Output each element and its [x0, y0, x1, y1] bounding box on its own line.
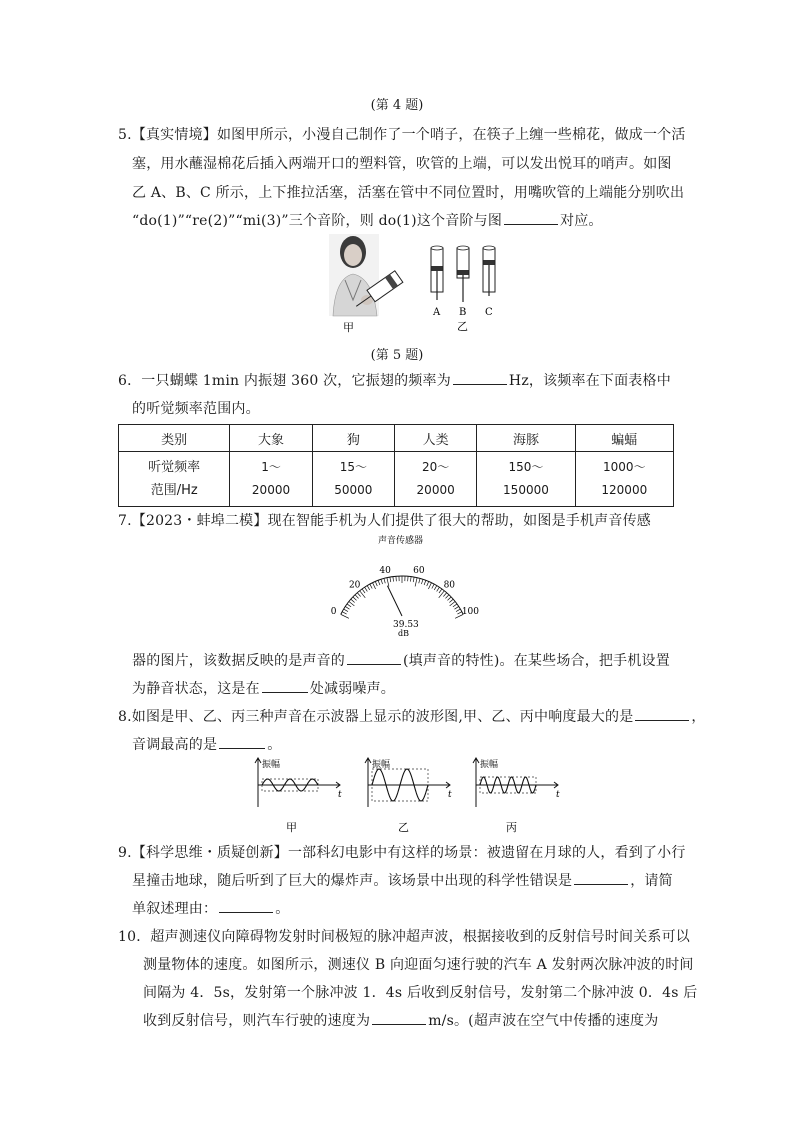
q6-line1 — [118, 370, 671, 390]
q8-text1b: ， — [691, 709, 706, 725]
meter-tick — [455, 606, 459, 609]
tick-label-0: 0 — [330, 606, 337, 617]
meter-tick — [355, 595, 358, 599]
tick-label-20: 20 — [348, 580, 361, 591]
q9-blank-1[interactable] — [574, 872, 628, 885]
axis-label-amplitude: 振幅 — [262, 760, 281, 770]
q7-blank-2[interactable] — [262, 680, 308, 693]
tube-label-b: B — [459, 307, 467, 318]
q10-line4 — [143, 1010, 658, 1030]
table-header: 大象 — [230, 425, 312, 452]
q8-line2 — [132, 734, 281, 754]
meter-tick — [381, 579, 383, 584]
q6-text1b: Hz，该频率在下面表格中 — [508, 373, 671, 389]
girl-photo — [329, 234, 379, 316]
table-header: 海豚 — [477, 425, 575, 452]
meter-tick — [393, 577, 394, 582]
meter-tick — [365, 587, 368, 591]
meter-tick — [375, 581, 377, 586]
q5-text4b: 对应。 — [560, 213, 603, 229]
q6-answer-blank[interactable] — [453, 372, 507, 385]
hearing-range-table — [118, 424, 674, 507]
table-cell: 150～ 150000 — [477, 452, 575, 507]
table-cell: 20～ 20000 — [394, 452, 476, 507]
table-cell: 1～ 20000 — [230, 452, 312, 507]
meter-tick — [347, 604, 351, 607]
q9-tag: 【科学思维・质疑创新】 — [131, 845, 288, 861]
label-yi: 乙 — [457, 320, 468, 333]
meter-tick — [421, 579, 423, 584]
tube-label-a: A — [433, 307, 441, 318]
meter-tick — [373, 583, 376, 589]
meter-tick — [357, 593, 360, 597]
table-header: 蝙蝠 — [575, 425, 673, 452]
q9-line1 — [118, 842, 686, 862]
meter-tick — [341, 614, 349, 618]
q9-text1b: 一部科幻电影中有这样的场景：被遗留在月球的人，看到了小行 — [287, 845, 686, 861]
meter-tick — [344, 609, 348, 612]
meter-tick — [427, 581, 429, 586]
q8-text1a: 8.如图是甲、乙、丙三种声音在示波器上显示的波形图,甲、乙、丙中响度最大的是 — [118, 709, 634, 725]
tube-label-c: C — [485, 307, 493, 318]
meter-tick — [384, 578, 385, 583]
tube-c — [483, 246, 495, 296]
q5-answer-blank[interactable] — [504, 212, 558, 225]
meter-tick — [456, 609, 460, 612]
meter-tick — [413, 577, 414, 582]
waveform-jia — [255, 758, 342, 807]
q5-number: 5. — [118, 127, 132, 143]
meter-tick — [342, 612, 346, 614]
q7-text2b: (填声音的特性)。在某些场合，把手机设置 — [403, 653, 670, 669]
meter-tick-labels — [331, 566, 480, 617]
axis-label-amplitude: 振幅 — [372, 760, 391, 770]
q9-text2b: ，请简 — [630, 873, 673, 889]
meter-tick — [390, 577, 391, 582]
meter-tick — [437, 587, 440, 591]
meter-tick — [415, 578, 417, 587]
tube-a — [431, 246, 443, 300]
meter-tick — [428, 583, 431, 589]
q9-text3b: 。 — [275, 901, 290, 917]
meter-tick — [419, 578, 420, 583]
table-header: 狗 — [312, 425, 394, 452]
q9-text3a: 单叙述理由： — [132, 901, 218, 917]
table-row — [119, 452, 674, 507]
q5-line2: 塞，用水蘸湿棉花后插入两端开口的塑料管，吹管的上端，可以发出悦耳的哨声。如图 — [132, 156, 672, 172]
q7-text3a: 为静音状态，这是在 — [132, 681, 260, 697]
label-jia: 甲 — [343, 321, 354, 334]
q6-text1a: 6．一只蝴蝶 1min 内振翅 360 次，它振翅的频率为 — [118, 373, 451, 389]
axis-label-amplitude: 振幅 — [480, 760, 499, 770]
q5-caption: (第 5 题) — [370, 348, 424, 363]
q6-line2: 的听觉频率范围内。 — [132, 401, 260, 417]
axis-label-time: t — [556, 790, 560, 800]
meter-tick — [362, 589, 365, 593]
q4-caption: (第 4 题) — [370, 98, 424, 113]
tick-label-80: 80 — [443, 580, 456, 591]
q9-line2 — [132, 870, 673, 890]
tube-b — [457, 246, 469, 302]
q5-text4a: “do(1)”“re(2)”“mi(3)”三个音阶，则 do(1)这个音阶与图 — [132, 213, 503, 229]
q10-text4a: 收到反射信号，则汽车行驶的速度为 — [143, 1013, 371, 1029]
q9-line3 — [132, 898, 289, 918]
q8-text2b: 。 — [267, 737, 282, 753]
q8-blank-1[interactable] — [635, 708, 689, 721]
table-cell: 15～ 50000 — [312, 452, 394, 507]
meter-unit: dB — [398, 629, 409, 638]
meter-tick — [351, 599, 355, 602]
meter-tick — [349, 602, 354, 606]
q9-number: 9. — [118, 845, 132, 861]
q5-line3: 乙 A、B、C 所示，上下推拉活塞，活塞在管中不同位置时，用嘴吹管的上端能分别吹出 — [132, 185, 685, 201]
table-header: 类别 — [119, 425, 230, 452]
meter-tick — [432, 584, 434, 588]
meter-tick — [345, 606, 349, 609]
q7-text2a: 器的图片，该数据反映的是声音的 — [132, 653, 345, 669]
meter-tick — [449, 599, 453, 602]
q8-text2a: 音调最高的是 — [132, 737, 218, 753]
row-label-1: 听觉频率 — [148, 460, 201, 475]
q10-answer-blank[interactable] — [372, 1012, 426, 1025]
q10-line2: 测量物体的速度。如图所示，测速仪 B 向迎面匀速行驶的汽车 A 发射两次脉冲波的时间 — [143, 957, 694, 973]
waveform-yi — [365, 758, 452, 807]
meter-tick — [443, 593, 446, 597]
waveform-bing — [473, 758, 560, 807]
wave-label-bing: 丙 — [506, 821, 517, 834]
q9-blank-2[interactable] — [219, 900, 273, 913]
tick-label-60: 60 — [413, 565, 425, 576]
meter-title: 声音传感器 — [378, 536, 424, 546]
meter-tick — [387, 578, 389, 587]
q5-figure — [315, 230, 515, 334]
meter-tick — [445, 595, 448, 599]
meter-tick — [410, 577, 411, 582]
q7-line1: 7.【2023・蚌埠二模】现在智能手机为人们提供了很大的帮助，如图是手机声音传感 — [118, 513, 651, 529]
q5-line4 — [132, 210, 603, 230]
meter-tick — [453, 604, 457, 607]
meter-tick — [367, 586, 370, 590]
wave-label-jia: 甲 — [286, 821, 297, 834]
wave-label-yi: 乙 — [398, 821, 409, 834]
sound-meter — [322, 532, 482, 640]
meter-tick — [439, 589, 442, 593]
q5-tag: 【真实情境】 — [131, 127, 217, 143]
q5-line1 — [118, 124, 686, 144]
meter-needle — [387, 586, 402, 616]
q5-text1: 如图甲所示，小漫自己制作了一个哨子，在筷子上缠一些棉花，做成一个活 — [216, 127, 686, 143]
q10-text4b: m/s。(超声波在空气中传播的速度为 — [428, 1013, 659, 1029]
q10-line1: 10．超声测速仪向障碍物发射时间极短的脉冲超声波，根据接收到的反射信号时间关系可以 — [118, 929, 691, 945]
q9-text2a: 星撞击地球，随后听到了巨大的爆炸声。该场景中出现的科学性错误是 — [132, 873, 573, 889]
q7-text3b: 处减弱噪声。 — [309, 681, 396, 697]
meter-tick — [378, 580, 380, 585]
q10-line3: 间隔为 4．5s，发射第一个脉冲波 1．4s 后收到反射信号，发射第二个脉冲波 0．4s 后 — [143, 985, 698, 1001]
meter-tick — [424, 580, 426, 585]
meter-tick — [447, 597, 451, 600]
tick-label-40: 40 — [379, 565, 391, 576]
row-label-2: 范围/Hz — [150, 483, 198, 498]
meter-tick — [434, 586, 437, 590]
meter-tick — [370, 584, 372, 588]
meter-tick — [353, 597, 357, 600]
axis-label-time: t — [338, 790, 342, 800]
table-header-row — [119, 425, 674, 452]
q7-line3 — [132, 678, 395, 698]
table-row-label — [119, 452, 230, 507]
q8-blank-2[interactable] — [219, 736, 265, 749]
table-cell: 1000～ 120000 — [575, 452, 673, 507]
q8-line1 — [118, 706, 706, 726]
waveform-figure — [250, 755, 570, 835]
meter-tick — [450, 602, 455, 606]
q7-line2 — [132, 650, 670, 670]
axis-label-time: t — [448, 790, 452, 800]
table-header: 人类 — [394, 425, 476, 452]
meter-reading: 39.53 — [393, 620, 419, 630]
q7-blank-1[interactable] — [347, 652, 401, 665]
tick-label-100: 100 — [461, 606, 480, 617]
